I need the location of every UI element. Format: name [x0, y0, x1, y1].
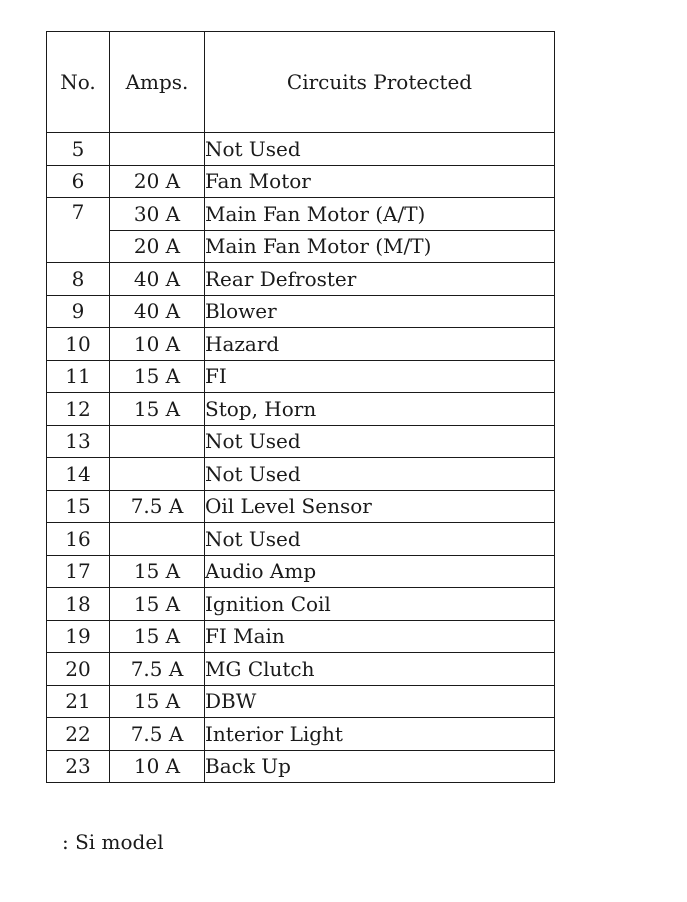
fuse-circuit: MG Clutch: [205, 653, 555, 686]
fuse-circuit: DBW: [205, 685, 555, 718]
fuse-amps: 15 A: [110, 360, 205, 393]
fuse-amps: 7.5 A: [110, 653, 205, 686]
fuse-amps: 20 A: [110, 230, 205, 263]
fuse-number: 19: [47, 620, 110, 653]
table-row: [47, 263, 555, 296]
fuse-number: 12: [47, 393, 110, 426]
fuse-amps: [110, 523, 205, 556]
fuse-number: 17: [47, 555, 110, 588]
fuse-circuit: FI Main: [205, 620, 555, 653]
footnote: : Si model: [62, 830, 164, 854]
table-row: [47, 360, 555, 393]
fuse-number: 15: [47, 490, 110, 523]
fuse-circuit: Not Used: [205, 133, 555, 166]
fuse-circuit: Rear Defroster: [205, 263, 555, 296]
table-row: [47, 133, 555, 166]
header-no: No.: [47, 32, 110, 133]
fuse-amps: 20 A: [110, 165, 205, 198]
table-row: [47, 555, 555, 588]
fuse-table: [46, 31, 555, 783]
fuse-amps: [110, 425, 205, 458]
fuse-number: 21: [47, 685, 110, 718]
fuse-circuit: Not Used: [205, 523, 555, 556]
fuse-number: 20: [47, 653, 110, 686]
header-amps: Amps.: [110, 32, 205, 133]
fuse-amps: 40 A: [110, 295, 205, 328]
table-row: [47, 165, 555, 198]
fuse-number: 22: [47, 718, 110, 751]
fuse-amps: 7.5 A: [110, 490, 205, 523]
fuse-circuit: FI: [205, 360, 555, 393]
table-row: [47, 425, 555, 458]
fuse-number: 7: [47, 198, 110, 263]
fuse-circuit: Hazard: [205, 328, 555, 361]
table-row: [47, 653, 555, 686]
table-row: [47, 718, 555, 751]
table-row: [47, 230, 555, 263]
fuse-circuit: Not Used: [205, 425, 555, 458]
table-row: [47, 750, 555, 783]
fuse-amps: 40 A: [110, 263, 205, 296]
fuse-amps: 15 A: [110, 588, 205, 621]
table-row: [47, 490, 555, 523]
fuse-amps: 7.5 A: [110, 718, 205, 751]
fuse-number: 8: [47, 263, 110, 296]
fuse-circuit: Not Used: [205, 458, 555, 491]
fuse-circuit: Main Fan Motor (A/T): [205, 198, 555, 231]
table-row: [47, 328, 555, 361]
table-row: [47, 295, 555, 328]
fuse-circuit: Fan Motor: [205, 165, 555, 198]
fuse-number: 18: [47, 588, 110, 621]
fuse-circuit: Oil Level Sensor: [205, 490, 555, 523]
fuse-amps: 15 A: [110, 685, 205, 718]
fuse-circuit: Audio Amp: [205, 555, 555, 588]
fuse-number: 11: [47, 360, 110, 393]
fuse-amps: [110, 133, 205, 166]
table-row: [47, 620, 555, 653]
table-row: [47, 523, 555, 556]
fuse-amps: 10 A: [110, 750, 205, 783]
fuse-amps: [110, 458, 205, 491]
fuse-number: 10: [47, 328, 110, 361]
fuse-number: 14: [47, 458, 110, 491]
fuse-number: 23: [47, 750, 110, 783]
fuse-amps: 15 A: [110, 393, 205, 426]
fuse-number: 16: [47, 523, 110, 556]
fuse-circuit: Blower: [205, 295, 555, 328]
fuse-amps: 15 A: [110, 555, 205, 588]
table-row: [47, 393, 555, 426]
fuse-amps: 10 A: [110, 328, 205, 361]
header-row: [47, 32, 555, 133]
table-row: [47, 198, 555, 231]
fuse-number: 5: [47, 133, 110, 166]
fuse-amps: 15 A: [110, 620, 205, 653]
fuse-number: 9: [47, 295, 110, 328]
fuse-circuit: Main Fan Motor (M/T): [205, 230, 555, 263]
fuse-number: 6: [47, 165, 110, 198]
header-circuits: Circuits Protected: [205, 32, 555, 133]
table-row: [47, 458, 555, 491]
fuse-circuit: Ignition Coil: [205, 588, 555, 621]
table-row: [47, 685, 555, 718]
fuse-number: 13: [47, 425, 110, 458]
fuse-circuit: Interior Light: [205, 718, 555, 751]
fuse-circuit: Back Up: [205, 750, 555, 783]
table-row: [47, 588, 555, 621]
fuse-amps: 30 A: [110, 198, 205, 231]
fuse-circuit: Stop, Horn: [205, 393, 555, 426]
